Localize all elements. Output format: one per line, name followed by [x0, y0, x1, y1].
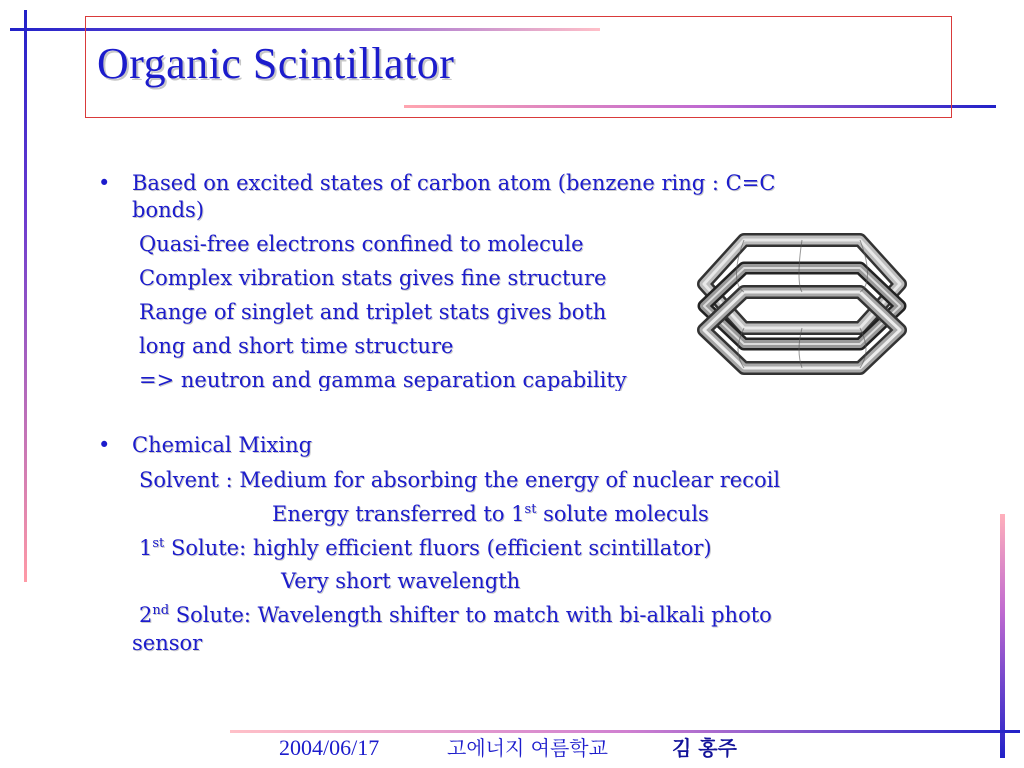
top-left-vertical-bar	[24, 10, 27, 582]
solvent-line: Solvent : Medium for absorbing the energy of nuclear recoil	[139, 468, 781, 492]
benzene-ring-icon	[694, 226, 910, 382]
second-solute-sup: nd	[152, 603, 170, 618]
bottom-right-vertical-bar	[1000, 514, 1005, 758]
sub-line: Complex vibration stats gives fine structure	[139, 266, 607, 290]
page-title: Organic Scintillator	[97, 39, 455, 88]
footer-date: 2004/06/17	[279, 735, 380, 760]
bullet-marker: •	[98, 171, 111, 195]
second-solute-line	[139, 605, 772, 626]
energy-line	[272, 504, 709, 525]
sub-line: long and short time structure	[139, 334, 454, 358]
second-solute-suffix: Solute: Wavelength shifter to match with bi-alkali photo	[169, 603, 772, 627]
sub-line: => neutron and gamma separation capability	[139, 370, 627, 391]
first-solute-prefix: 1	[139, 536, 153, 560]
bullet-marker: •	[98, 433, 111, 457]
energy-line-prefix: Energy transferred to 1	[272, 502, 525, 526]
first-solute-sup: st	[152, 536, 165, 551]
energy-line-suffix: solute moleculs	[536, 502, 709, 526]
second-solute-prefix: 2	[139, 603, 153, 627]
footer-presenter-name: 김 홍주	[672, 736, 737, 760]
first-solute-suffix: Solute: highly efficient fluors (efficient scintillator)	[164, 536, 712, 560]
footer-school: 고에너지 여름학교	[447, 736, 608, 760]
sub-line: Range of singlet and triplet stats gives both	[139, 300, 607, 324]
second-solute-continued: sensor	[132, 631, 203, 655]
very-short-line: Very short wavelength	[281, 569, 521, 593]
section-heading: Chemical Mixing	[132, 433, 313, 457]
benzene-ring-image	[694, 226, 910, 382]
bullet-text-continued: bonds)	[132, 198, 205, 222]
bullet-text: Based on excited states of carbon atom (benzene ring : C=C	[132, 171, 776, 195]
sub-line: Quasi-free electrons confined to molecule	[139, 232, 584, 256]
energy-line-sup: st	[524, 502, 537, 517]
bottom-horizontal-bar	[230, 730, 1020, 733]
first-solute-line	[139, 538, 712, 559]
